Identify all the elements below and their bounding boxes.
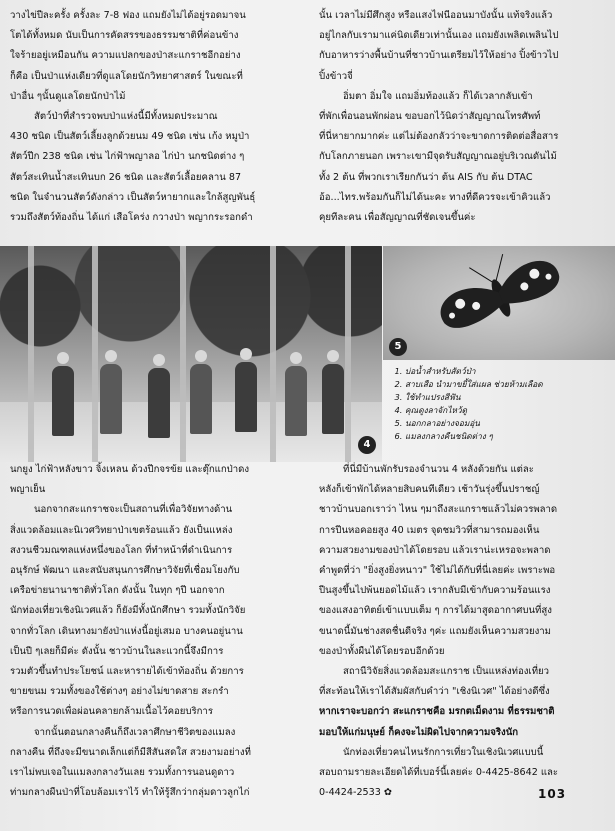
text-line: สอบถามรายละเอียดได้ที่เบอร์นี้เลยค่ะ 0-4425-8642 และ: [319, 767, 559, 779]
text-line: ทั้ง 2 ต้น ที่พวกเราเรียกกันว่า ต้น AIS กับ ต้น DTAC: [319, 171, 533, 183]
text-line: คำพูดที่ว่า "ยิ่งสูงยิ่งหนาว" ใช้ไม่ได้กับที่นี่เลยค่ะ เพราะพอ: [319, 565, 556, 577]
text-line: ที่สะท้อนให้เราได้สัมผัสกับคำว่า "เชิงนิเวศ" ได้อย่างดีซึ่ง: [319, 686, 550, 698]
caption-item: 1. บ่อน้ำสำหรับสัตว์ป่า: [405, 365, 601, 378]
text-line: หลังก็เข้าพักได้หลายสิบคนทีเดียว เช้าวันรุ่งขึ้นปราชญ์: [319, 484, 540, 496]
right-column-bottom: [319, 460, 609, 803]
text-line: ความสวยงามของป่าได้โดยรอบ แล้วเราน่ะเหรอจะพลาด: [319, 544, 551, 556]
photo-person: [190, 364, 212, 434]
text-line: นกยูง ไก่ฟ้าหลังขาว จิ้งเหลน ด้วงปีกจรข้ย และตุ๊กแกป่าดง: [10, 464, 250, 475]
text-line: ที่พักเพื่อนอนพักผ่อน ขอบอกไว้นิดว่าสัญญาณโทรศัพท์: [319, 111, 541, 123]
text-line: ขายขนม รวมทั้งของใช้ต่างๆ อย่างไม่ขาดสาย สะกรำ: [10, 686, 229, 698]
text-line: มอบให้แก่มนุษย์ ก็คงจะไม่ผิดไปจากความจริงนัก: [319, 726, 519, 738]
text-line: รวมถึงสัตว์ท้องถิ่น ได้แก่ เสือโคร่ง กวางป่า พญากระรอกดำ: [10, 212, 253, 224]
photo-caption: [391, 365, 601, 443]
text-line: นักท่องเที่ยวคนไหนรักการเที่ยวในเชิงนิเวศแบบนี้: [343, 746, 544, 758]
text-line: หรือการนวดเพื่อผ่อนคลายกล้ามเนื้อไว้คอยบริการ: [10, 706, 213, 718]
text-line: จากนั้นตอนกลางคืนก็ถึงเวลาศึกษาชีวิตของแมลง: [34, 726, 236, 738]
caption-item: 2. สาบเสือ นำมาขยี้ใส่แผล ช่วยห้ามเลือด: [405, 378, 601, 391]
text-line: นั้น เวลาไม่มีศึกสูง หรือแสงไฟนีออนมาบังนั้น แท้จริงแล้ว: [319, 10, 553, 21]
text-line: สิ่งแวดล้อมและนิเวศวิทยาป่าเขตร้อนแล้ว ยังเป็นแหล่ง: [10, 524, 233, 536]
photo-fence-bar: [28, 246, 34, 462]
text-line: กับโลกภายนอก เพราะเขามีจุดรับสัญญาณอยู่บริเวณดันไม้: [319, 151, 557, 163]
phone-number: 0-4424-2533: [319, 787, 381, 799]
text-line: ที่นี่มีบ้านพักรับรองจำนวน 4 หลังด้วยกัน แต่ละ: [343, 464, 534, 475]
text-line: ที่นี่หายากมากค่ะ แต่ไม่ต้องกลัวว่าจะขาดการติดต่อสื่อสาร: [319, 131, 559, 143]
photo-number-badge: 5: [389, 338, 407, 356]
text-line: นักท่องเที่ยวเชิงนิเวศแล้ว ก็ยังมีทั้งนักศึกษา รวมทั้งนักวิจัย: [10, 605, 246, 617]
photo-person: [100, 364, 122, 434]
text-line: สัตว์สะเทินน้ำสะเทินบก 26 ชนิด และสัตว์เลื้อยคลาน 87: [10, 171, 242, 183]
photo-villagers-praying: [0, 246, 382, 462]
text-line: เครือข่ายนานาชาติทั่วโลก ดังนั้น ในทุก ๆปี นอกจาก: [10, 585, 225, 597]
photo-fence-bar: [270, 246, 276, 462]
photo-fence-bar: [92, 246, 98, 462]
left-column-bottom: [10, 460, 306, 803]
text-line: ท่ามกลางผืนป่าที่โอบล้อมเราไว้ ทำให้รู้สึกว่ากลุ่มดาวลูกไก่: [10, 787, 250, 799]
text-line: 430 ชนิด เป็นสัตว์เลี้ยงลูกด้วยนม 49 ชนิด เช่น เก้ง หมูป่า: [10, 131, 250, 143]
text-line: ขนาดนี้มันช่างสดชื่นดีจริง ๆค่ะ แถมยังเห็นความสวยงาม: [319, 625, 551, 637]
left-column-top: [10, 6, 306, 228]
text-line: คุยทีละคน เพื่อสัญญาณที่ชัดเจนขึ้นค่ะ: [319, 212, 476, 224]
end-mark-icon: ✿: [383, 787, 392, 799]
text-line: สัตว์ป่าที่สำรวจพบป่าแห่งนี้มีทั้งหมดประมาณ: [34, 111, 218, 123]
text-line: ป่าอื่น ๆนั้นดูแลโดยนักป่าไม้: [10, 90, 126, 102]
text-line: กับอาหารว่างพื้นบ้านที่ชาวบ้านเตรียมไว้ให้อย่าง ปิ้งข้าวไป: [319, 50, 559, 62]
photo-person: [322, 364, 344, 434]
text-line: ใจร้ายอยู่เหมือนกัน ความแปลกของป่าสะแกราชอีกอย่าง: [10, 50, 241, 62]
photo-moth: [383, 246, 615, 360]
text-line: จากทั่วโลก เดินทางมายังป่าแห่งนี้อยู่เสมอ บางคนอยู่นาน: [10, 625, 243, 637]
photo-person: [52, 366, 74, 436]
caption-item: 5. นอกกลาอย่างจอมอุ่น: [405, 417, 601, 430]
photo-fence-bar: [180, 246, 186, 462]
text-line: ของแสงอาทิตย์เข้าแบบเต็ม ๆ การได้มาสูดอากาศบนที่สูง: [319, 605, 552, 617]
text-line: สัตว์ปีก 238 ชนิด เช่น ไก่ฟ้าพญาลอ ไก่ป่า นกชนิดต่าง ๆ: [10, 151, 245, 163]
text-line: อ้อ...ไทร.พร้อมกันก็ไม่ได้นะคะ ทางที่ดีควรจะเข้าคิวแล้ว: [319, 191, 551, 203]
text-line: เราไม่พบเจอในแมลงกลางวันเลย รวมทั้งการนอนดูดาว: [10, 767, 235, 779]
text-line: ชาวบ้านบอกเราว่า ไหน ๆมาถึงสะแกราชแล้วไม่ควรพลาด: [319, 504, 558, 516]
text-line: ของป่าทั้งผืนได้โดยรอบอีกด้วย: [319, 645, 445, 657]
moth-illustration: [383, 246, 615, 360]
text-line: ปิ้งข้าวจี่: [319, 70, 353, 82]
text-line: พญาเย็น: [10, 484, 46, 496]
text-line: ชนิด ในจำนวนสัตว์ดังกล่าว เป็นสัตว์หายากและใกล้สูญพันธุ์: [10, 191, 256, 203]
photo-person: [235, 362, 257, 432]
text-line: อนุรักษ์ พัฒนา และสนับสนุนการศึกษาวิจัยที่เชื่อมโยงกับ: [10, 565, 240, 577]
text-line: ปีนสูงขึ้นไปพ้นยอดไม้แล้ว เรากลับมีเข้ากับความร้อนแรง: [319, 585, 551, 597]
photo-person: [285, 366, 307, 436]
photo-person: [148, 368, 170, 438]
text-line: นอกจากสะแกราชจะเป็นสถานที่เพื่อวิจัยทางด้าน: [34, 504, 233, 516]
text-line: อยู่ไกลกับเรามาแค่นิดเดียวเท่านั้นเอง แถมยังเพลิดเพลินไป: [319, 30, 559, 42]
text-line: สงวนชีวมณฑลแห่งหนึ่งของโลก ที่ทำหน้าที่ดำเนินการ: [10, 544, 233, 556]
caption-item: 3. ใช้ทำแปรงสีฟัน: [405, 391, 601, 404]
right-column-top: [319, 6, 609, 228]
photo-number-badge: 4: [358, 436, 376, 454]
text-line: สถานีวิจัยสิ่งแวดล้อมสะแกราช เป็นแหล่งท่องเที่ยว: [343, 666, 550, 678]
text-line: การปีนหอคอยสูง 40 เมตร จุดชมวิวที่สามารถมองเห็น: [319, 524, 540, 536]
text-line: ก็คือ เป็นป่าแห่งเดียวที่ดูแลโดยนักวิทยาศาสตร์ ในขณะที่: [10, 70, 243, 82]
caption-item: 6. แมลงกลางคืนชนิดต่าง ๆ: [405, 430, 601, 443]
caption-item: 4. คุณดูงลาจักไหว้ดู: [405, 404, 601, 417]
text-line: รวมตัวขึ้นทำประโยชน์ และหารายได้เข้าท้องถิ่น ด้วยการ: [10, 666, 244, 678]
text-line: โตได้ทั้งหมด นับเป็นการคัดสรรของธรรมชาติที่ค่อนข้าง: [10, 30, 239, 42]
text-line: หากเราจะบอกว่า สะแกราชคือ มรกตเม็ดงาม ที่ธรรมชาติ: [319, 706, 555, 718]
text-line: อิ่มตา อิ่มใจ แถมอิ่มท้องแล้ว ก็ได้เวลากลับเข้า: [343, 90, 533, 102]
text-line: กลางคืน ที่ถึงจะมีขนาดเล็กแต่ก็มีสีสันสดใส สวยงามอย่างที่: [10, 746, 251, 758]
page-number: 103: [538, 787, 567, 801]
text-line: วางไข่ปีละครั้ง ครั้งละ 7-8 ฟอง แถมยังไม่ได้อยู่รอดมาจน: [10, 10, 246, 21]
photo-fence-bar: [345, 246, 351, 462]
text-line: เป็นปี ๆเลยก็มีค่ะ ดังนั้น ชาวบ้านในละแวกนี้จึงมีการ: [10, 645, 224, 657]
